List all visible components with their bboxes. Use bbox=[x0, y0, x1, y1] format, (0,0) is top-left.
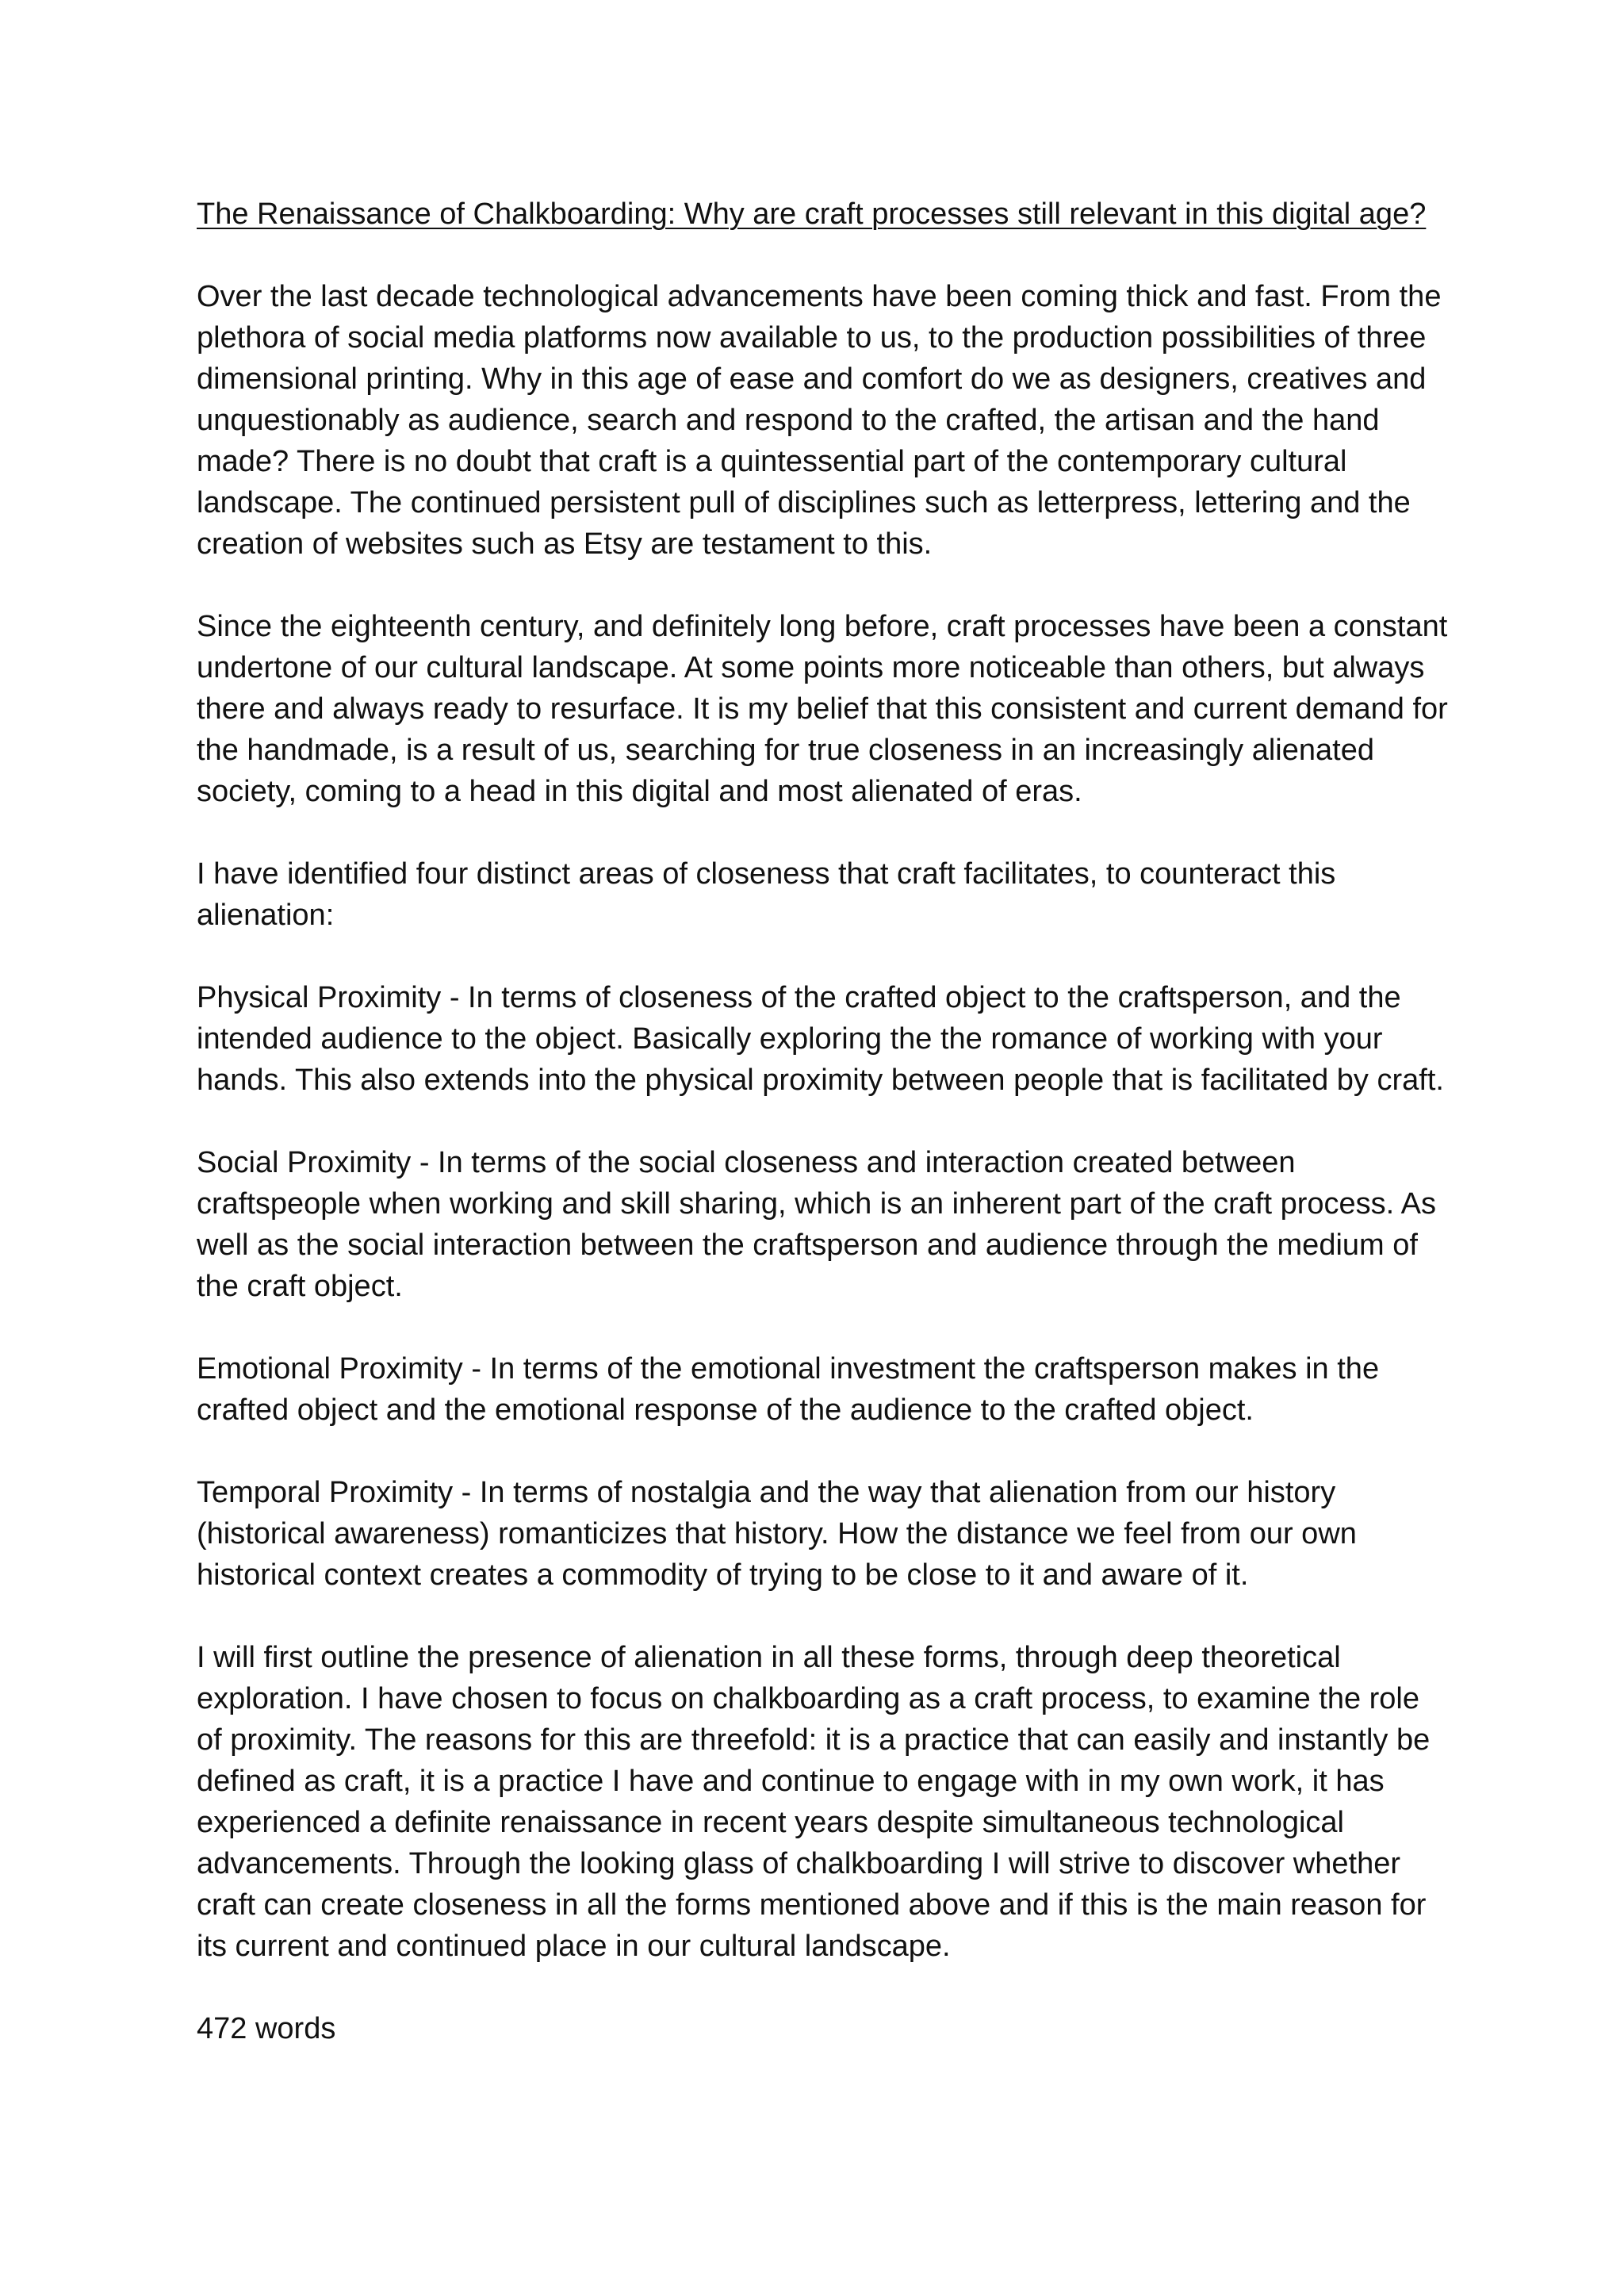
paragraph-four-areas: I have identified four distinct areas of closeness that craft facilitates, to counteract this alienation: bbox=[197, 857, 1336, 932]
paragraph-outline: I will first outline the presence of alienation in all these forms, through deep theoretical exploration. I have chosen to focus on chalkboarding as a craft process, to examine the role of proximity. The reasons for this are threefold: it is a practice that can easily and instantly be defined as craft, it is a practice I have and continue to engage with in my own work, it has experienced a definite renaissance in recent years despite simultaneous technological advancements. Through the looking glass of chalkboarding I will strive to discover whether craft can create closeness in all the forms mentioned above and if this is the main reason for its current and continued place in our cultural landscape. bbox=[197, 1641, 1431, 1963]
paragraph-social-proximity: Social Proximity - In terms of the social closeness and interaction created between craftspeople when working and skill sharing, which is an inherent part of the craft process. As well as the social interaction between the craftsperson and audience through the medium of the craft object. bbox=[197, 1146, 1437, 1303]
word-count: 472 words bbox=[197, 2012, 336, 2045]
paragraph-emotional-proximity: Emotional Proximity - In terms of the emotional investment the craftsperson makes in the crafted object and the emotional response of the audience to the crafted object. bbox=[197, 1352, 1380, 1427]
document-title: The Renaissance of Chalkboarding: Why are craft processes still relevant in this digital age? bbox=[197, 197, 1427, 231]
paragraph-physical-proximity: Physical Proximity - In terms of closeness of the crafted object to the craftsperson, and the intended audience to the object. Basically exploring the the romance of working with your hands. This also extends into the physical proximity between people that is facilitated by craft. bbox=[197, 981, 1444, 1097]
paragraph-history: Since the eighteenth century, and definitely long before, craft processes have been a constant undertone of our cultural landscape. At some points more noticeable than others, but always there and always ready to resurface. It is my belief that this consistent and current demand for the handmade, is a result of us, searching for true closeness in an increasingly alienated society, coming to a head in this digital and most alienated of eras. bbox=[197, 610, 1448, 808]
paragraph-temporal-proximity: Temporal Proximity - In terms of nostalgia and the way that alienation from our history (historical awareness) romanticizes that history. How the distance we feel from our own historical context creates a commodity of trying to be close to it and aware of it. bbox=[197, 1476, 1357, 1592]
document-body bbox=[197, 194, 1450, 2049]
paragraph-intro: Over the last decade technological advancements have been coming thick and fast. From the plethora of social media platforms now available to us, to the production possibilities of three dimensional printing. Why in this age of ease and comfort do we as designers, creatives and unquestionably as audience, search and respond to the crafted, the artisan and the hand made? There is no doubt that craft is a quintessential part of the contemporary cultural landscape. The continued persistent pull of disciplines such as letterpress, lettering and the creation of websites such as Etsy are testament to this. bbox=[197, 280, 1442, 561]
